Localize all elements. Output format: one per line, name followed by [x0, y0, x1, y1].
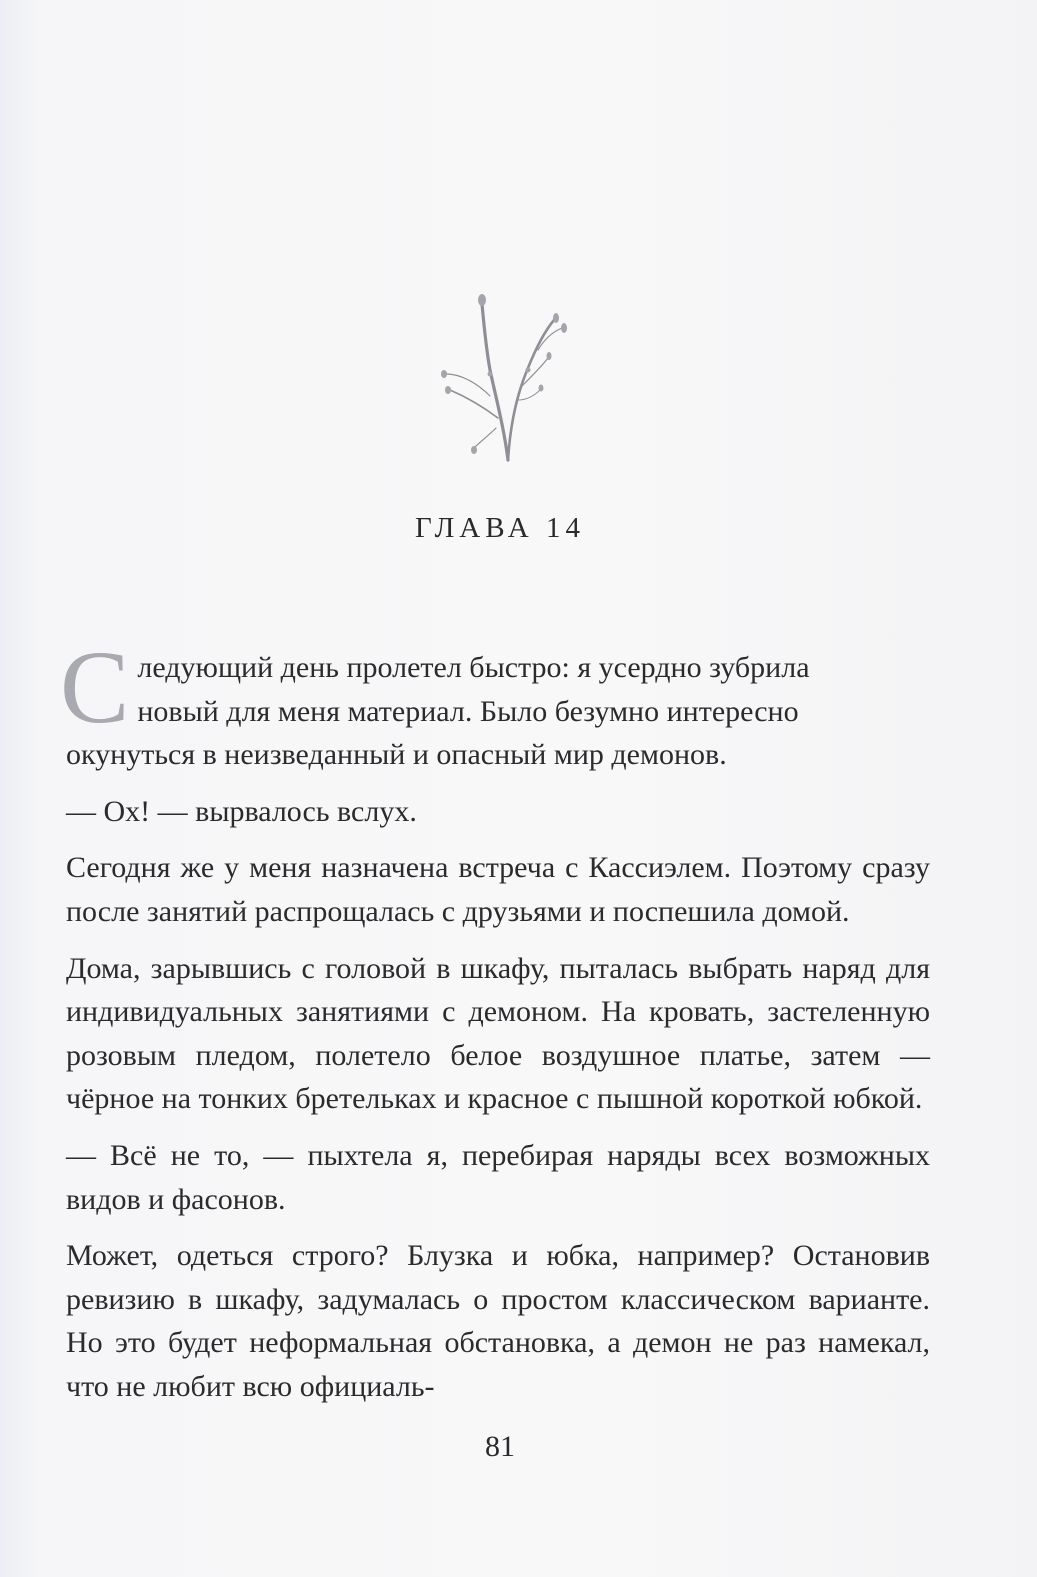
- botanical-sprig-icon: [430, 278, 580, 468]
- paragraph: — Ох! — вырвалось вслух.: [66, 794, 417, 828]
- paragraph: Сегодня же у меня назначена встреча с Кассиэлем. Поэтому сразу после занятий распрощалась с друзьями и поспешила домой.: [66, 851, 930, 928]
- chapter-body: [60, 630, 930, 1409]
- paragraph: Может, одеться строго? Блузка и юбка, например? Остановив ревизию в шкафу, задумалась о простом классическом варианте. Но это будет неформальная обстановка, а демон не раз намекал, что не любит всю официаль-: [66, 1239, 930, 1403]
- opening-paragraph: [60, 630, 930, 777]
- page-number: 81: [485, 1430, 515, 1463]
- chapter-title: ГЛАВА 14: [415, 512, 585, 544]
- paragraph: Дома, зарывшись с головой в шкафу, пыталась выбрать наряд для индивидуальных занятиями с демоном. На кровать, застеленную розовым пледом, полетело белое воздушное платье, затем — чёрное на тонких бретельках и красное с пышной короткой юбкой.: [66, 951, 930, 1116]
- opening-rest: окунуться в неизведанный и опасный мир демонов.: [66, 738, 727, 772]
- opening-line-1: ледующий день пролетел быстро: я усердно зубрила: [137, 651, 810, 684]
- opening-line-2: новый для меня материал. Было безумно интересно: [137, 694, 799, 728]
- paragraph: — Всё не то, — пыхтела я, перебирая наряды всех возможных видов и фасонов.: [66, 1138, 930, 1216]
- drop-cap-letter: С: [60, 630, 130, 745]
